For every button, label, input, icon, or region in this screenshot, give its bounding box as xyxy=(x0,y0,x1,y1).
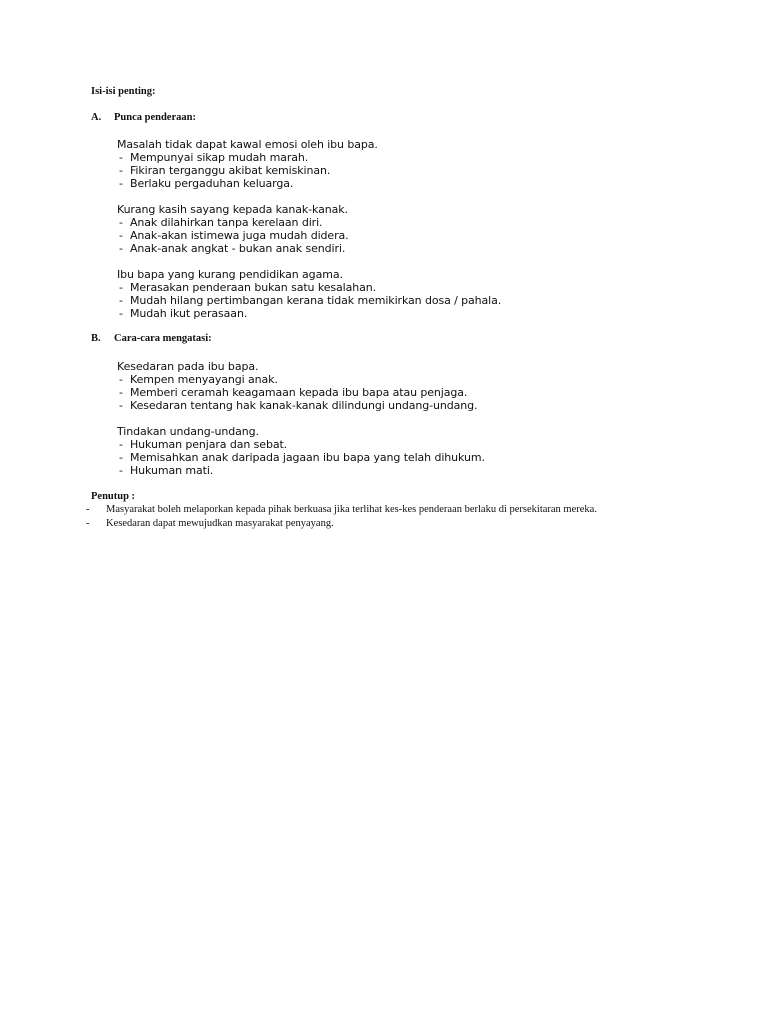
section-a-heading xyxy=(91,112,196,123)
list-item-text: Fikiran terganggu akibat kemiskinan. xyxy=(130,164,331,177)
list-item-text: Mudah ikut perasaan. xyxy=(130,307,248,320)
group-intro: Ibu bapa yang kurang pendidikan agama. xyxy=(117,268,343,281)
bullet-dash: - xyxy=(119,399,123,412)
list-item xyxy=(117,164,378,177)
list-item-text: Kesedaran tentang hak kanak-kanak dilindungi undang-undang. xyxy=(130,399,478,412)
closing-list xyxy=(84,503,644,531)
list-item xyxy=(117,229,349,242)
bullet-dash: - xyxy=(119,307,123,320)
bullet-dash: - xyxy=(119,294,123,307)
bullet-list xyxy=(117,373,477,412)
section-letter: B. xyxy=(91,333,101,344)
bullet-list xyxy=(117,151,378,190)
list-item-text: Anak-akan istimewa juga mudah didera. xyxy=(130,229,349,242)
list-item-text: Mudah hilang pertimbangan kerana tidak memikirkan dosa / pahala. xyxy=(130,294,502,307)
list-item xyxy=(117,281,501,294)
bullet-list xyxy=(117,216,349,255)
main-heading: Isi-isi penting: xyxy=(91,86,156,97)
section-title: Cara-cara mengatasi: xyxy=(114,333,212,344)
list-item-text: Mempunyai sikap mudah marah. xyxy=(130,151,309,164)
list-item xyxy=(117,373,477,386)
list-item-text: Berlaku pergaduhan keluarga. xyxy=(130,177,294,190)
section-a-group-1 xyxy=(117,138,378,190)
bullet-dash: - xyxy=(119,451,123,464)
list-item-text: Kesedaran dapat mewujudkan masyarakat penyayang. xyxy=(106,518,334,529)
list-item-text: Hukuman mati. xyxy=(130,464,214,477)
bullet-dash: - xyxy=(119,281,123,294)
bullet-dash: - xyxy=(86,504,90,515)
list-item-text: Memberi ceramah keagamaan kepada ibu bapa atau penjaga. xyxy=(130,386,468,399)
closing-heading: Penutup : xyxy=(91,491,136,502)
list-item xyxy=(117,216,349,229)
list-item xyxy=(117,151,378,164)
list-item xyxy=(117,451,485,464)
bullet-dash: - xyxy=(119,386,123,399)
list-item xyxy=(117,399,477,412)
bullet-list xyxy=(117,438,485,477)
list-item xyxy=(117,177,378,190)
list-item xyxy=(117,242,349,255)
list-item-text: Anak dilahirkan tanpa kerelaan diri. xyxy=(130,216,323,229)
list-item-text: Masyarakat boleh melaporkan kepada pihak berkuasa jika terlihat kes-kes penderaan berlaku di persekitaran mereka. xyxy=(106,504,597,515)
list-item xyxy=(117,438,485,451)
list-item xyxy=(117,464,485,477)
bullet-dash: - xyxy=(119,216,123,229)
bullet-dash: - xyxy=(86,518,90,529)
list-item xyxy=(117,386,477,399)
bullet-dash: - xyxy=(119,464,123,477)
section-title: Punca penderaan: xyxy=(114,112,196,123)
section-b-heading xyxy=(91,333,212,344)
bullet-dash: - xyxy=(119,151,123,164)
list-item-text: Kempen menyayangi anak. xyxy=(130,373,278,386)
list-item-text: Anak-anak angkat - bukan anak sendiri. xyxy=(130,242,346,255)
section-a-group-2 xyxy=(117,203,349,255)
group-intro: Tindakan undang-undang. xyxy=(117,425,259,438)
list-item xyxy=(84,517,644,530)
section-letter: A. xyxy=(91,112,102,123)
list-item-text: Memisahkan anak daripada jagaan ibu bapa yang telah dihukum. xyxy=(130,451,485,464)
bullet-dash: - xyxy=(119,229,123,242)
section-b-group-1 xyxy=(117,360,477,412)
bullet-dash: - xyxy=(119,177,123,190)
bullet-dash: - xyxy=(119,438,123,451)
group-intro: Kurang kasih sayang kepada kanak-kanak. xyxy=(117,203,348,216)
list-item xyxy=(117,294,501,307)
group-intro: Kesedaran pada ibu bapa. xyxy=(117,360,259,373)
section-b-group-2 xyxy=(117,425,485,477)
list-item-text: Hukuman penjara dan sebat. xyxy=(130,438,288,451)
bullet-dash: - xyxy=(119,373,123,386)
group-intro: Masalah tidak dapat kawal emosi oleh ibu bapa. xyxy=(117,138,378,151)
list-item xyxy=(84,503,644,516)
section-a-group-3 xyxy=(117,268,501,320)
list-item-text: Merasakan penderaan bukan satu kesalahan. xyxy=(130,281,377,294)
list-item xyxy=(117,307,501,320)
bullet-dash: - xyxy=(119,164,123,177)
bullet-dash: - xyxy=(119,242,123,255)
bullet-list xyxy=(117,281,501,320)
